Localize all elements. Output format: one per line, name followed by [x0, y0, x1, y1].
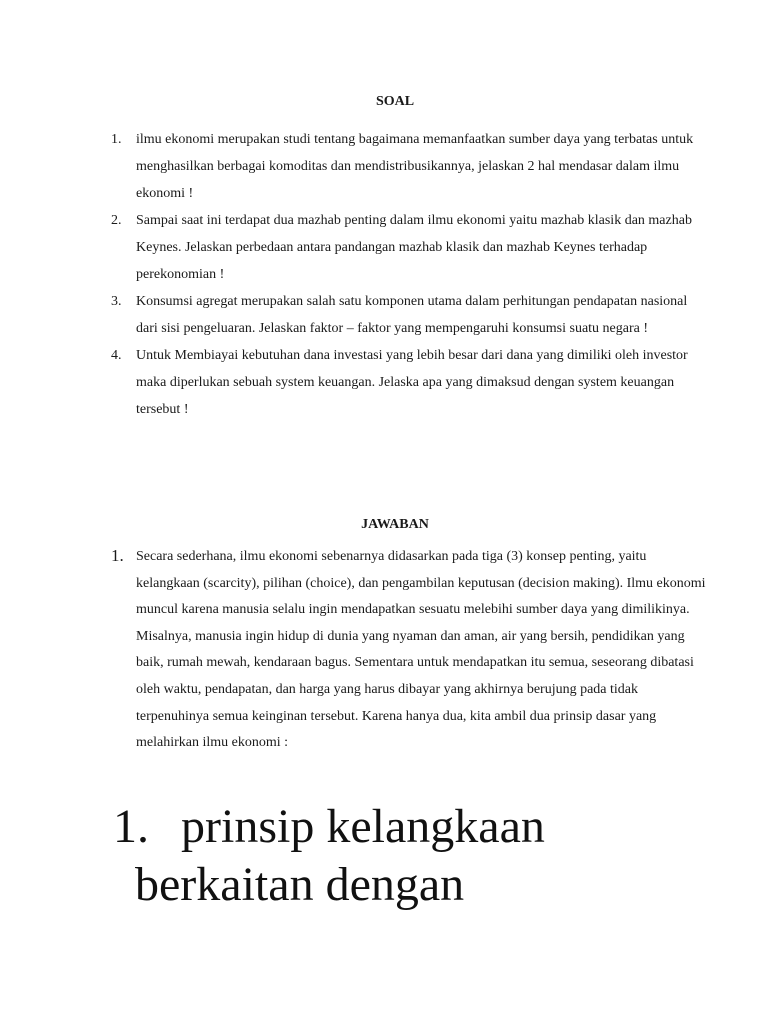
question-number: 4. — [111, 348, 122, 363]
question-text: ilmu ekonomi merupakan studi tentang bagaimana memanfaatkan sumber daya yang terbatas untuk menghasilkan berbagai komoditas dan mendistribusikannya, jelaskan 2 hal mendasar dalam ilmu ekonomi ! — [136, 132, 694, 201]
question-item-4 — [111, 342, 711, 423]
answer-text: Secara sederhana, ilmu ekonomi sebenarnya didasarkan pada tiga (3) konsep penting, yaitu kelangkaan (scarcity), pilihan (choice), dan pengambilan keputusan (decision making). Ilmu ekonomi muncul karena manusia selalu ingin mendapatkan sesuatu melebihi sumber daya yang dimilikinya. Misalnya, manusia ingin hidup di dunia yang nyaman dan aman, air yang bersih, pendidikan yang baik, rumah mewah, kendaraan bagus. Sementara untuk mendapatkan itu semua, seseorang dibatasi oleh waktu, pendapatan, dan harga yang harus dibayar yang akhirnya berujung pada tidak terpenuhinya semua keinginan tersebut. Karena hanya dua, kita ambil dua prinsip dasar yang melahirkan ilmu ekonomi : — [136, 549, 706, 751]
question-text: Untuk Membiayai kebutuhan dana investasi yang lebih besar dari dana yang dimiliki oleh investor maka diperlukan sebuah system keuangan. Jelaska apa yang dimaksud dengan system keuangan tersebut ! — [136, 348, 688, 417]
question-item-2 — [111, 207, 711, 288]
jawaban-heading: JAWABAN — [361, 517, 429, 532]
question-text: Sampai saat ini terdapat dua mazhab penting dalam ilmu ekonomi yaitu mazhab klasik dan mazhab Keynes. Jelaskan perbedaan antara pandangan mazhab klasik dan mazhab Keynes terhadap perekonomian ! — [136, 213, 692, 282]
soal-heading: SOAL — [375, 94, 415, 109]
question-list — [111, 126, 711, 423]
question-item-1 — [111, 126, 711, 207]
question-text: Konsumsi agregat merupakan salah satu komponen utama dalam perhitungan pendapatan nasional dari sisi pengeluaran. Jelaskan faktor – faktor yang mempengaruhi konsumsi suatu negara ! — [136, 294, 688, 336]
large-list-line-2: berkaitan dengan — [135, 858, 465, 911]
large-list-text — [113, 798, 733, 914]
question-number: 2. — [111, 213, 122, 228]
question-number: 1. — [111, 132, 122, 147]
large-list-number: 1. — [113, 800, 149, 853]
large-list-line-1: prinsip kelangkaan — [181, 800, 545, 853]
question-number: 3. — [111, 294, 122, 309]
question-item-3 — [111, 288, 711, 342]
large-list-item — [113, 798, 733, 914]
answer-item-1 — [111, 544, 711, 757]
answer-number: 1. — [111, 546, 124, 565]
